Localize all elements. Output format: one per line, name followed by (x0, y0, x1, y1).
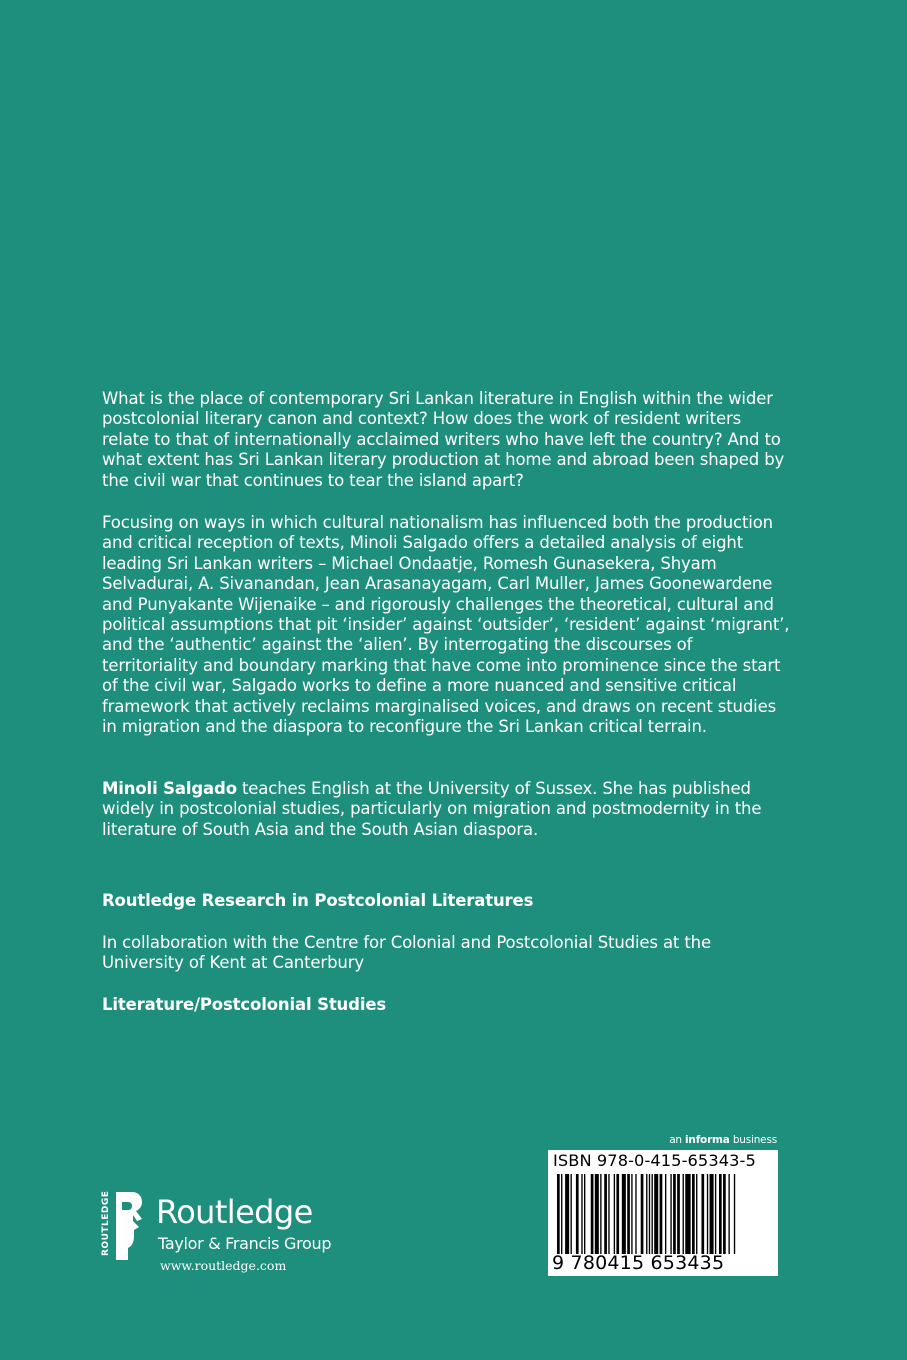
series-title: Routledge Research in Postcolonial Literatures (102, 891, 534, 910)
author-bio-body: teaches English at the University of Sussex. She has published widely in postcolonial studies, particularly on migration and postmodernity in the literature of South Asia and the South Asian diaspora. (102, 779, 762, 839)
informa-tagline (669, 1133, 777, 1147)
barcode-bar (608, 1174, 609, 1254)
subject-category: Literature/Postcolonial Studies (102, 995, 387, 1014)
barcode-bar (631, 1174, 632, 1254)
barcode-bar (565, 1174, 569, 1254)
publisher-name: Routledge (156, 1193, 313, 1231)
barcode-bar (622, 1174, 626, 1254)
intro-paragraph (102, 389, 792, 491)
barcode-bar (604, 1174, 607, 1254)
barcode-bar (584, 1174, 585, 1254)
barcode-bar (646, 1174, 647, 1254)
barcode-bar (557, 1174, 560, 1254)
barcode-bar (696, 1174, 697, 1254)
barcode-bar (701, 1174, 704, 1254)
barcode-bar (707, 1174, 708, 1254)
logo-vertical-wordmark: ROUTLEDGE (101, 1190, 111, 1256)
barcode-bar (734, 1174, 735, 1254)
barcode-bar (670, 1174, 671, 1254)
publisher-logo (98, 1190, 338, 1280)
barcode-bar (627, 1174, 630, 1254)
barcode-bars (557, 1174, 769, 1254)
barcode-bar (591, 1174, 594, 1254)
publisher-group: Taylor & Francis Group (158, 1234, 332, 1253)
barcode-bar (723, 1174, 726, 1254)
author-bio (102, 779, 792, 840)
barcode-bar (654, 1174, 658, 1254)
barcode-panel (548, 1150, 778, 1276)
intro-text: What is the place of contemporary Sri Lankan literature in English within the wider postcolonial literary canon and context? How does the work of resident writers relate to that of internationally acclaimed writers who have left the country? And to what extent has Sri Lankan literary production at home and abroad been shaped by the civil war that continues to tear the island apart? (102, 389, 785, 490)
barcode-bar (561, 1174, 562, 1254)
barcode-bar (728, 1174, 729, 1254)
barcode-bar (600, 1174, 601, 1254)
author-name: Minoli Salgado (102, 779, 237, 798)
barcode-bar (683, 1174, 684, 1254)
focus-text: Focusing on ways in which cultural nationalism has influenced both the production and critical reception of texts, Minoli Salgado offers a detailed analysis of eight leading Sri Lankan writers – Michael Ondaatje, Romesh Gunasekera, Shyam Selvadurai, A. Sivanandan, Jean Arasanayagam, Carl Muller, James Goonewardene and Punyakante Wijenaike – and rigorously challenges the theoretical, cultural and political assumptions that pit ‘insider’ against ‘outsider’, ‘resident’ against ‘migrant’, and the ‘authentic’ against the ‘alien’. By interrogating the discourses of territoriality and boundary marking that have come into prominence since the start of the civil war, Salgado works to define a more nuanced and sensitive critical framework that actively reclaims marginalised voices, and draws on recent studies in migration and the diaspora to reconfigure the Sri Lankan critical terrain. (102, 513, 790, 737)
informa-suffix: business (729, 1134, 777, 1146)
barcode-bar (692, 1174, 695, 1254)
barcode-bar (581, 1174, 582, 1254)
barcode-bar (576, 1174, 579, 1254)
barcode-bar (673, 1174, 676, 1254)
focus-paragraph (102, 513, 792, 737)
author-bio-text (102, 779, 792, 840)
barcode-bar (685, 1174, 690, 1254)
barcode-bar (616, 1174, 619, 1254)
informa-brand: informa (685, 1134, 730, 1146)
barcode-bar (677, 1174, 680, 1254)
collaboration-note: In collaboration with the Centre for Colonial and Postcolonial Studies at the University of Kent at Canterbury (102, 933, 711, 973)
publisher-url: www.routledge.com (160, 1258, 287, 1273)
barcode-bar (595, 1174, 599, 1254)
barcode-bar (665, 1174, 666, 1254)
barcode-bar (614, 1174, 615, 1254)
barcode-bar (641, 1174, 644, 1254)
barcode-bar (635, 1174, 636, 1254)
barcode-bar (571, 1174, 572, 1254)
informa-prefix: an (669, 1134, 686, 1146)
barcode-bar (652, 1174, 653, 1254)
barcode-bar (715, 1174, 716, 1254)
barcode-bar (719, 1174, 722, 1254)
barcode-digits: 9 780415 653435 (552, 1252, 725, 1274)
barcode-bar (649, 1174, 650, 1254)
barcode-bar (660, 1174, 663, 1254)
isbn-label: ISBN 978-0-415-65343-5 (553, 1151, 756, 1170)
barcode-bar (710, 1174, 714, 1254)
